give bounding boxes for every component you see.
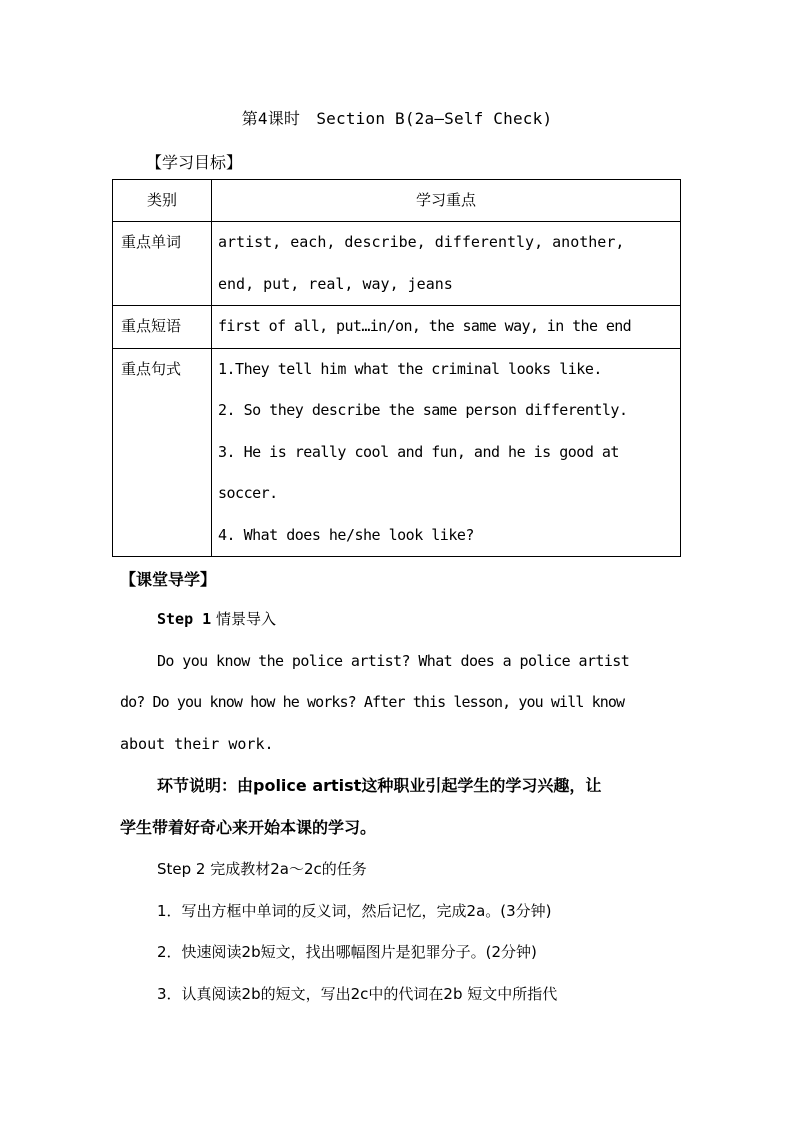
- design-note: [120, 765, 680, 848]
- note-line: 学生带着好奇心来开始本课的学习。: [120, 817, 377, 837]
- step2-item: 3．认真阅读2b的短文，写出2c中的代词在2b 短文中所指代: [157, 984, 558, 1003]
- table-row: [113, 222, 681, 306]
- note-line: 环节说明：由police artist这种职业引起学生的学习兴趣，让: [157, 776, 602, 795]
- header-focus: 学习重点: [212, 180, 681, 222]
- row-category: 重点单词: [113, 222, 212, 306]
- classroom-guide-heading: 【课堂导学】: [120, 570, 217, 589]
- header-category: 类别: [113, 180, 212, 222]
- table-header-row: [113, 180, 681, 222]
- step1-heading: [120, 599, 680, 641]
- step1-line: Do you know the police artist? What does a police artist: [157, 651, 630, 670]
- content-line: artist, each, describe, differently, another,: [218, 233, 625, 251]
- step2-item: 1．写出方框中单词的反义词，然后记忆，完成2a。(3分钟): [157, 901, 552, 920]
- content-line: soccer.: [218, 484, 278, 502]
- step2-block: [120, 849, 680, 1015]
- content-line: end, put, real, way, jeans: [218, 274, 453, 293]
- step2-title: Step 2 完成教材2a～2c的任务: [157, 860, 367, 878]
- row-content: [212, 306, 681, 349]
- row-category: 重点短语: [113, 306, 212, 349]
- content-line: 4. What does he/she look like?: [218, 525, 474, 544]
- step1-block: [120, 599, 680, 765]
- page-title: 第4课时 Section B(2a—Self Check): [241, 109, 553, 128]
- step1-title: 情景导入: [215, 610, 276, 628]
- content-line: 3. He is really cool and fun, and he is good at: [218, 442, 619, 461]
- content-line: first of all, put…in/on, the same way, in the end: [218, 317, 632, 335]
- row-category: 重点句式: [113, 348, 212, 557]
- step1-label: Step 1: [157, 610, 212, 628]
- row-content: [212, 222, 681, 306]
- learning-goals-heading: 【学习目标】: [146, 153, 243, 172]
- learning-goals-table: [112, 179, 681, 557]
- content-line: 1.They tell him what the criminal looks like.: [218, 359, 602, 378]
- content-line: 2. So they describe the same person differently.: [218, 401, 628, 419]
- table-row: [113, 348, 681, 557]
- step2-item: 2．快速阅读2b短文，找出哪幅图片是犯罪分子。(2分钟): [157, 943, 537, 961]
- row-content: [212, 348, 681, 557]
- step1-line: do? Do you know how he works? After this lesson, you will know: [120, 693, 625, 711]
- step1-line: about their work.: [120, 734, 274, 753]
- table-row: [113, 306, 681, 349]
